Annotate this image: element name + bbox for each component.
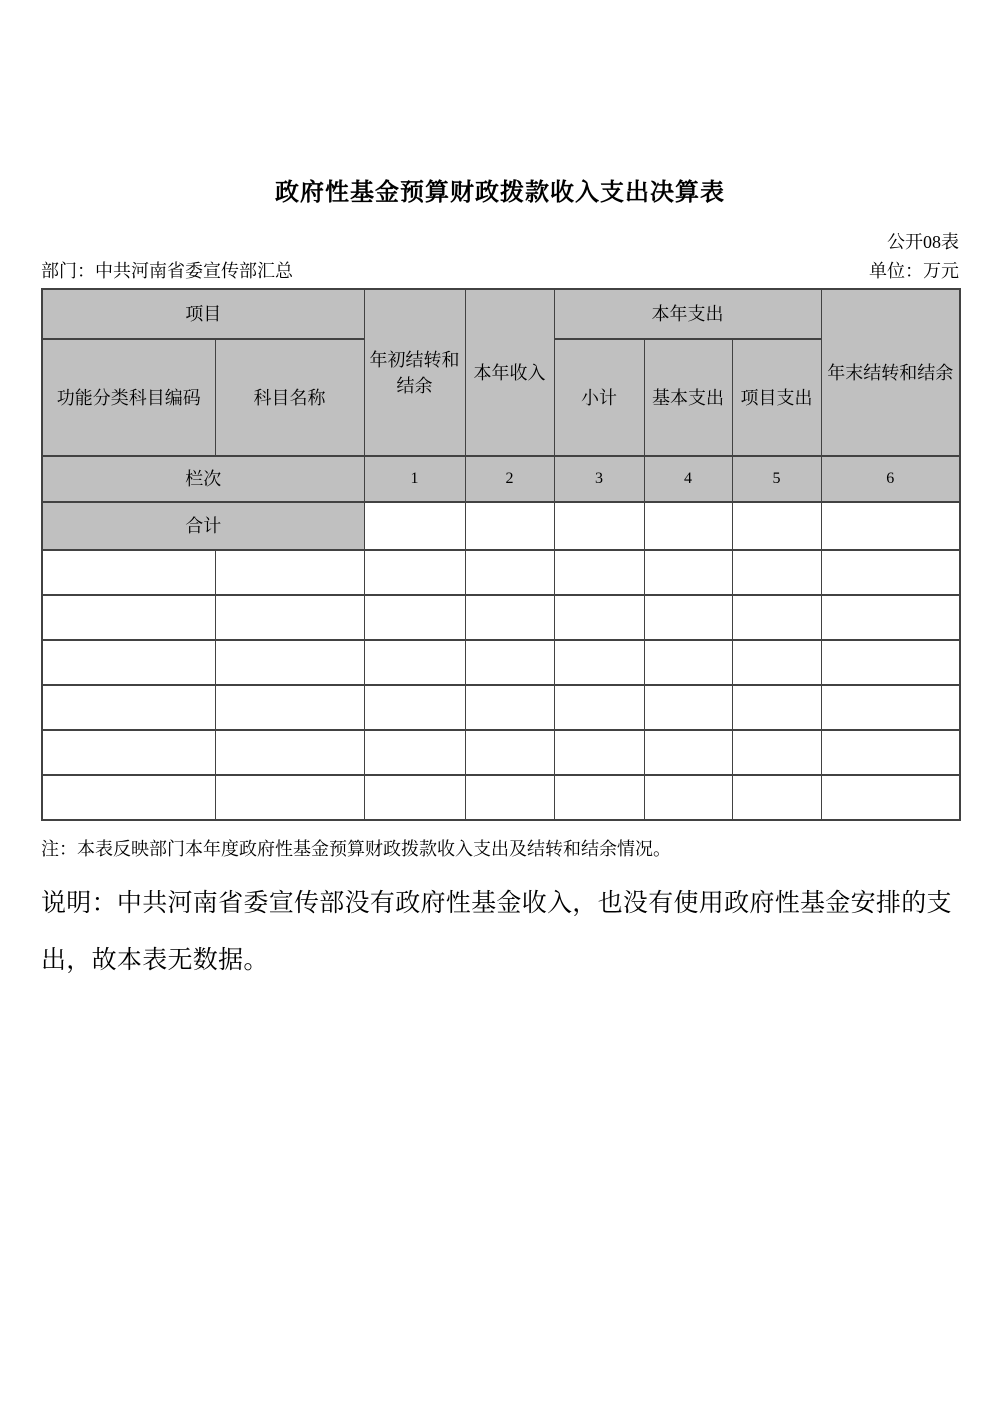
header-row-1 (42, 289, 960, 339)
header-begin-balance: 年初结转和结余 (364, 289, 465, 456)
empty-cell (821, 640, 960, 685)
empty-cell (821, 595, 960, 640)
empty-cell (364, 640, 465, 685)
empty-cell (364, 685, 465, 730)
empty-cell (821, 685, 960, 730)
empty-cell (42, 640, 215, 685)
empty-cell (215, 550, 364, 595)
empty-cell (644, 730, 732, 775)
empty-cell (42, 775, 215, 820)
empty-cell (821, 730, 960, 775)
explanation-text: 说明：中共河南省委宣传部没有政府性基金收入，也没有使用政府性基金安排的支出，故本表无数据。 (41, 890, 952, 974)
column-index-cell: 5 (732, 456, 821, 502)
empty-cell (364, 775, 465, 820)
empty-cell (364, 550, 465, 595)
empty-cell (732, 640, 821, 685)
header-project-expense: 项目支出 (732, 339, 821, 456)
header-subject-name: 科目名称 (215, 339, 364, 456)
empty-data-row (42, 640, 960, 685)
empty-cell (554, 640, 644, 685)
header-current-income: 本年收入 (465, 289, 554, 456)
empty-cell (644, 550, 732, 595)
empty-cell (821, 775, 960, 820)
empty-cell (465, 775, 554, 820)
empty-cell (42, 550, 215, 595)
header-project: 项目 (42, 289, 364, 339)
total-value-cell (821, 502, 960, 550)
empty-cell (554, 550, 644, 595)
department-label: 部门：中共河南省委宣传部汇总 (41, 261, 293, 281)
total-value-cell (364, 502, 465, 550)
meta-row (41, 261, 959, 281)
header-basic-expense: 基本支出 (644, 339, 732, 456)
table-code: 公开08表 (887, 232, 959, 252)
column-index-cell: 4 (644, 456, 732, 502)
empty-data-row (42, 550, 960, 595)
total-row (42, 502, 960, 550)
total-value-cell (644, 502, 732, 550)
empty-cell (554, 775, 644, 820)
empty-cell (465, 595, 554, 640)
empty-cell (732, 730, 821, 775)
header-end-balance: 年末结转和结余 (821, 289, 960, 456)
empty-cell (732, 595, 821, 640)
empty-cell (215, 730, 364, 775)
empty-cell (554, 595, 644, 640)
empty-cell (465, 550, 554, 595)
column-index-cell: 3 (554, 456, 644, 502)
empty-cell (42, 685, 215, 730)
column-index-label: 栏次 (42, 456, 364, 502)
table-body (42, 502, 960, 820)
total-value-cell (554, 502, 644, 550)
empty-data-row (42, 730, 960, 775)
empty-cell (732, 550, 821, 595)
empty-cell (644, 640, 732, 685)
column-index-cell: 2 (465, 456, 554, 502)
unit-label: 单位：万元 (869, 261, 959, 281)
total-value-cell (732, 502, 821, 550)
empty-cell (42, 595, 215, 640)
empty-cell (644, 775, 732, 820)
empty-data-row (42, 685, 960, 730)
table-note: 注：本表反映部门本年度政府性基金预算财政拨款收入支出及结转和结余情况。 (41, 839, 671, 859)
empty-cell (644, 685, 732, 730)
header-current-expense: 本年支出 (554, 289, 821, 339)
fund-budget-table (41, 288, 961, 821)
column-index-cell: 6 (821, 456, 960, 502)
empty-data-row (42, 595, 960, 640)
empty-cell (554, 685, 644, 730)
empty-cell (465, 730, 554, 775)
empty-cell (465, 640, 554, 685)
empty-cell (215, 595, 364, 640)
empty-cell (554, 730, 644, 775)
empty-cell (821, 550, 960, 595)
empty-cell (465, 685, 554, 730)
empty-cell (215, 775, 364, 820)
column-index-cell: 1 (364, 456, 465, 502)
total-value-cell (465, 502, 554, 550)
total-label: 合计 (42, 502, 364, 550)
empty-data-row (42, 775, 960, 820)
empty-cell (364, 730, 465, 775)
empty-cell (215, 685, 364, 730)
page-title: 政府性基金预算财政拨款收入支出决算表 (275, 180, 725, 206)
empty-cell (732, 775, 821, 820)
empty-cell (732, 685, 821, 730)
column-index-row (42, 456, 960, 502)
header-function-code: 功能分类科目编码 (42, 339, 215, 456)
empty-cell (215, 640, 364, 685)
empty-cell (364, 595, 465, 640)
empty-cell (644, 595, 732, 640)
header-subtotal: 小计 (554, 339, 644, 456)
empty-cell (42, 730, 215, 775)
